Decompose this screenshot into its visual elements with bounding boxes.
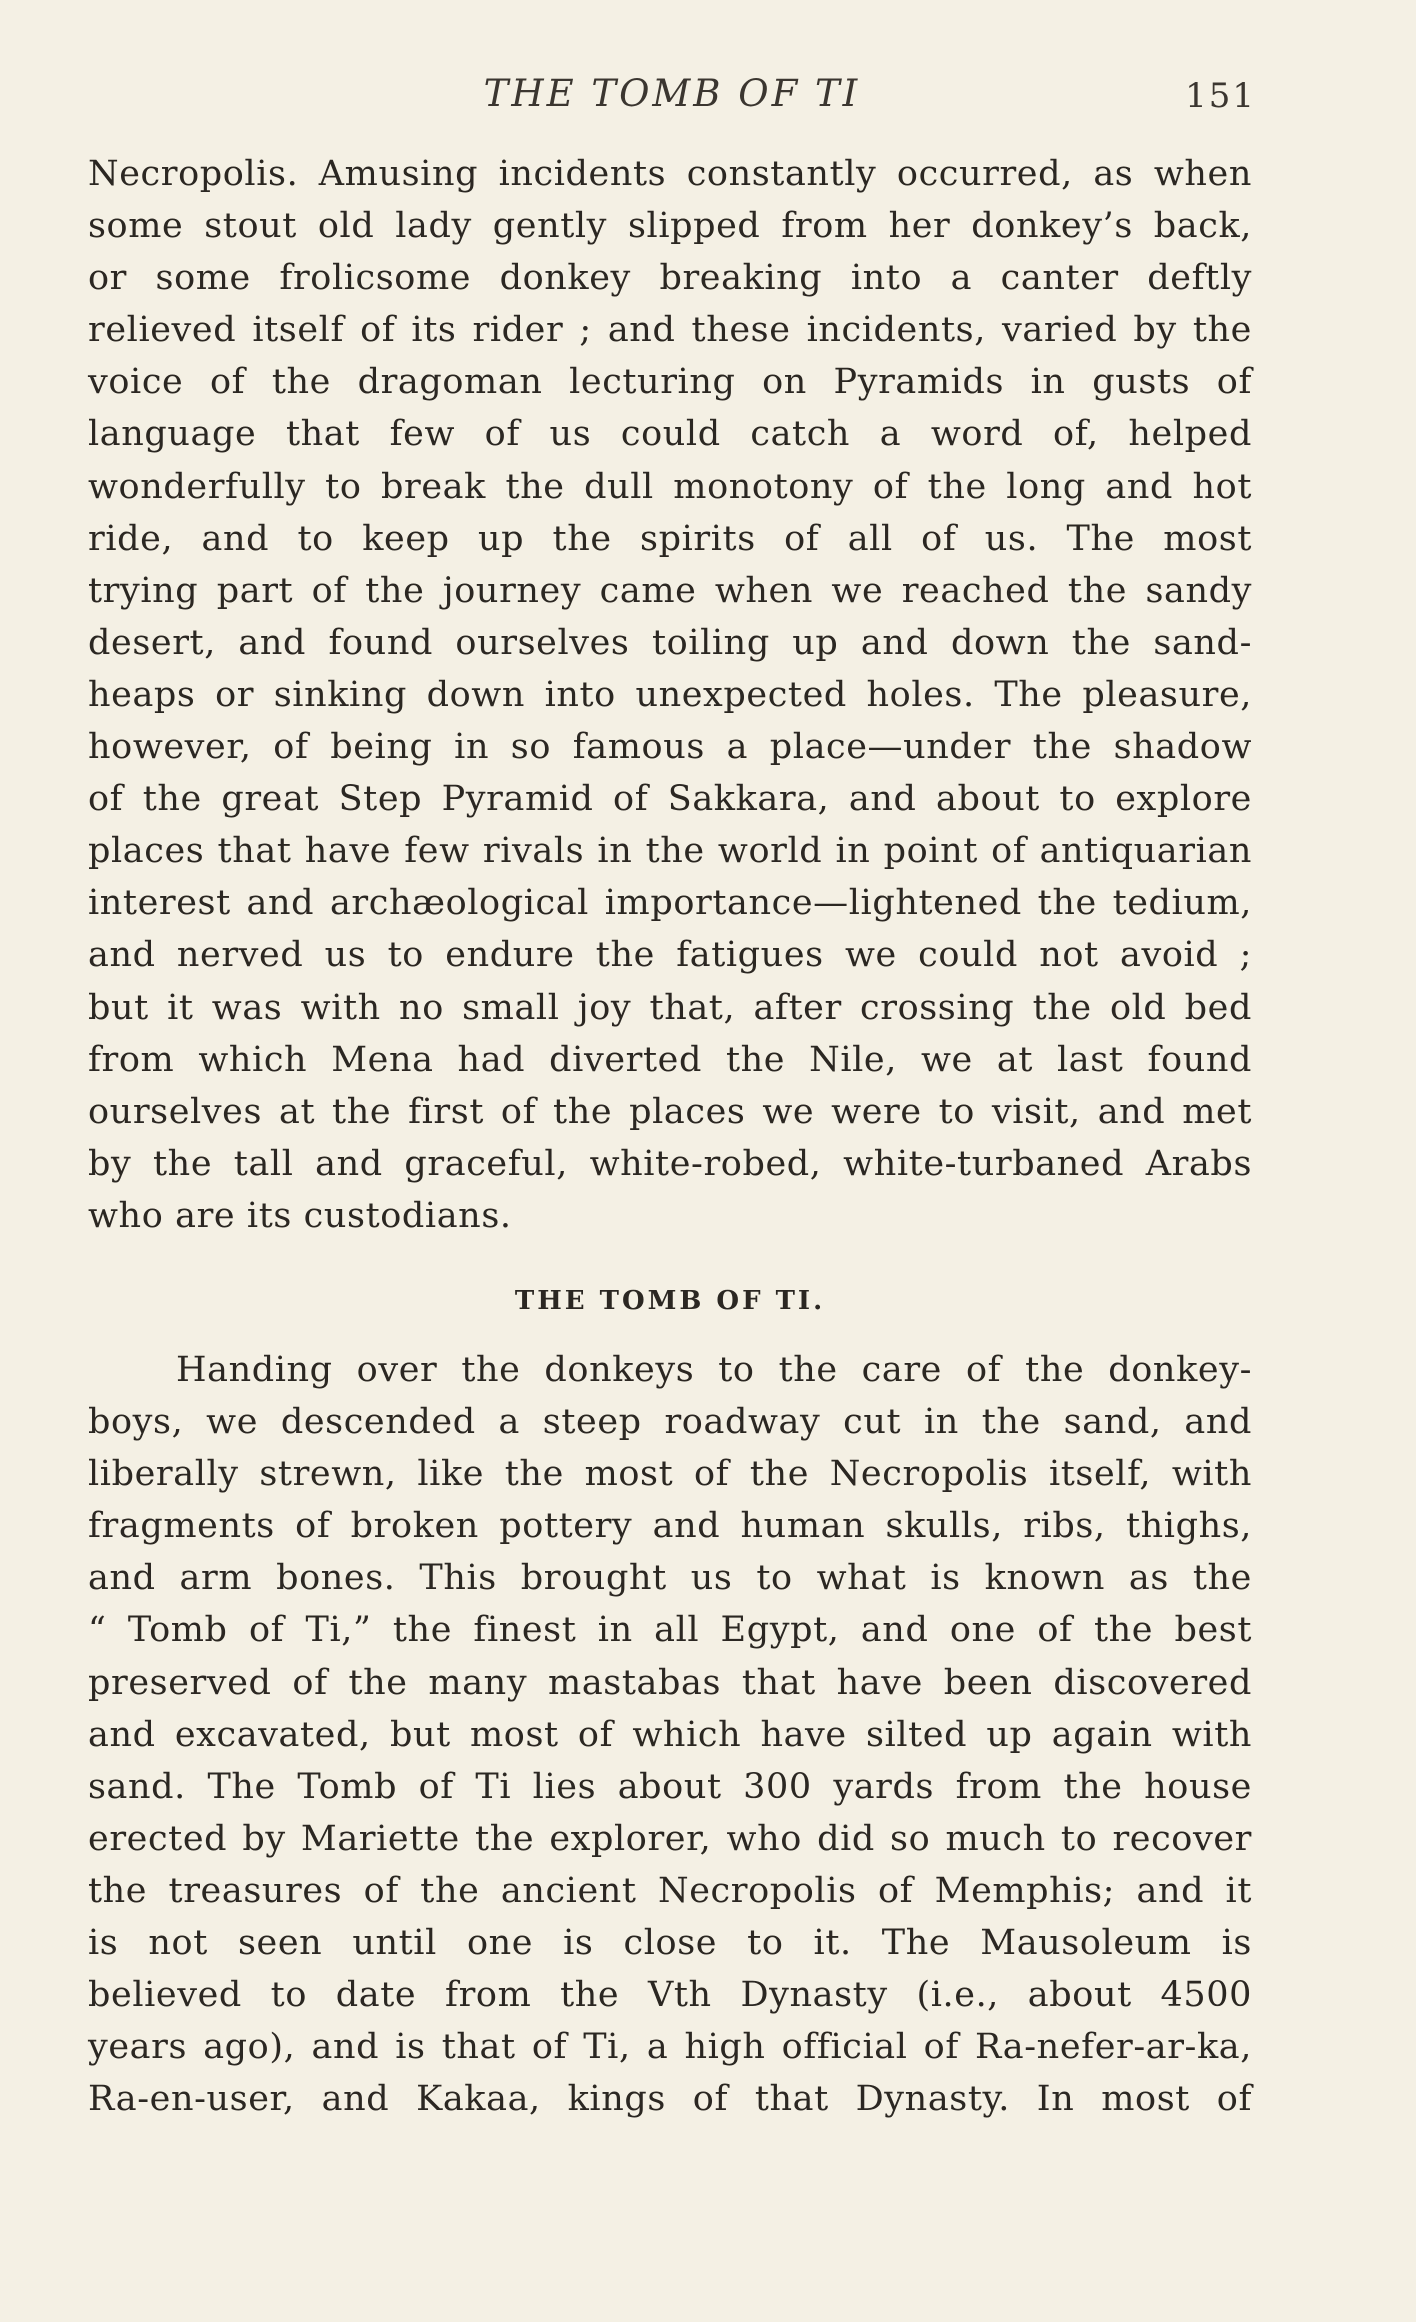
text-line: voice of the dragoman lecturing on Pyramids in gusts of — [88, 362, 1252, 403]
text-line: relieved itself of its rider ; and these incidents, varied by the — [88, 310, 1252, 351]
text-line: erected by Mariette the explorer, who did so much to recover — [88, 1818, 1252, 1859]
text-line: and excavated, but most of which have silted up again with — [88, 1714, 1252, 1755]
running-head — [88, 72, 1256, 122]
paragraph-1 — [88, 148, 1252, 1242]
text-line: boys, we descended a steep roadway cut in the sand, and — [88, 1402, 1252, 1443]
text-line: some stout old lady gently slipped from her donkey’s back, — [88, 206, 1252, 247]
text-line: “ Tomb of Ti,” the finest in all Egypt, and one of the best — [88, 1610, 1252, 1651]
text-line: wonderfully to break the dull monotony of the long and hot — [88, 466, 1252, 507]
section-heading: THE TOMB OF TI. — [514, 1286, 826, 1316]
text-line: is not seen until one is close to it. The Mausoleum is — [88, 1923, 1252, 1964]
text-line: ride, and to keep up the spirits of all of us. The most — [88, 518, 1252, 559]
text-line: from which Mena had diverted the Nile, we at last found — [88, 1039, 1252, 1080]
paragraph-2 — [88, 1344, 1252, 2125]
text-line: places that have few rivals in the world in point of antiquarian — [88, 831, 1252, 872]
running-title: THE TOMB OF TI — [483, 72, 861, 115]
text-line: and arm bones. This brought us to what is known as the — [88, 1558, 1252, 1599]
text-line: and nerved us to endure the fatigues we could not avoid ; — [88, 935, 1252, 976]
text-line: Ra-en-user, and Kakaa, kings of that Dynasty. In most of — [88, 2079, 1252, 2120]
text-line: years ago), and is that of Ti, a high official of Ra-nefer-ar-ka, — [88, 2027, 1252, 2068]
text-line: desert, and found ourselves toiling up and down the sand- — [88, 622, 1252, 663]
text-line: language that few of us could catch a word of, helped — [88, 414, 1252, 455]
text-line: however, of being in so famous a place—under the shadow — [88, 727, 1252, 768]
text-line: believed to date from the Vth Dynasty (i.e., about 4500 — [88, 1975, 1252, 2016]
text-line: or some frolicsome donkey breaking into a canter deftly — [88, 258, 1252, 299]
text-line: but it was with no small joy that, after crossing the old bed — [88, 987, 1252, 1028]
text-line: liberally strewn, like the most of the Necropolis itself, with — [88, 1454, 1252, 1495]
text-line: Handing over the donkeys to the care of the donkey- — [176, 1350, 1252, 1390]
text-line: ourselves at the first of the places we were to visit, and met — [88, 1091, 1252, 1132]
text-line: preserved of the many mastabas that have been discovered — [88, 1662, 1252, 1703]
text-line: heaps or sinking down into unexpected holes. The pleasure, — [88, 674, 1252, 715]
text-line: trying part of the journey came when we reached the sandy — [88, 570, 1252, 611]
text-line: the treasures of the ancient Necropolis of Memphis; and it — [88, 1870, 1252, 1911]
page-number: 151 — [1185, 76, 1256, 116]
text-line: who are its custodians. — [88, 1195, 512, 1236]
text-line: interest and archæological importance—lightened the tedium, — [88, 883, 1252, 924]
text-line: of the great Step Pyramid of Sakkara, and about to explore — [88, 779, 1252, 820]
text-line: fragments of broken pottery and human skulls, ribs, thighs, — [88, 1506, 1252, 1547]
text-line: by the tall and graceful, white-robed, white-turbaned Arabs — [88, 1143, 1252, 1184]
text-line: Necropolis. Amusing incidents constantly occurred, as when — [88, 154, 1252, 194]
text-line: sand. The Tomb of Ti lies about 300 yards from the house — [88, 1766, 1252, 1807]
